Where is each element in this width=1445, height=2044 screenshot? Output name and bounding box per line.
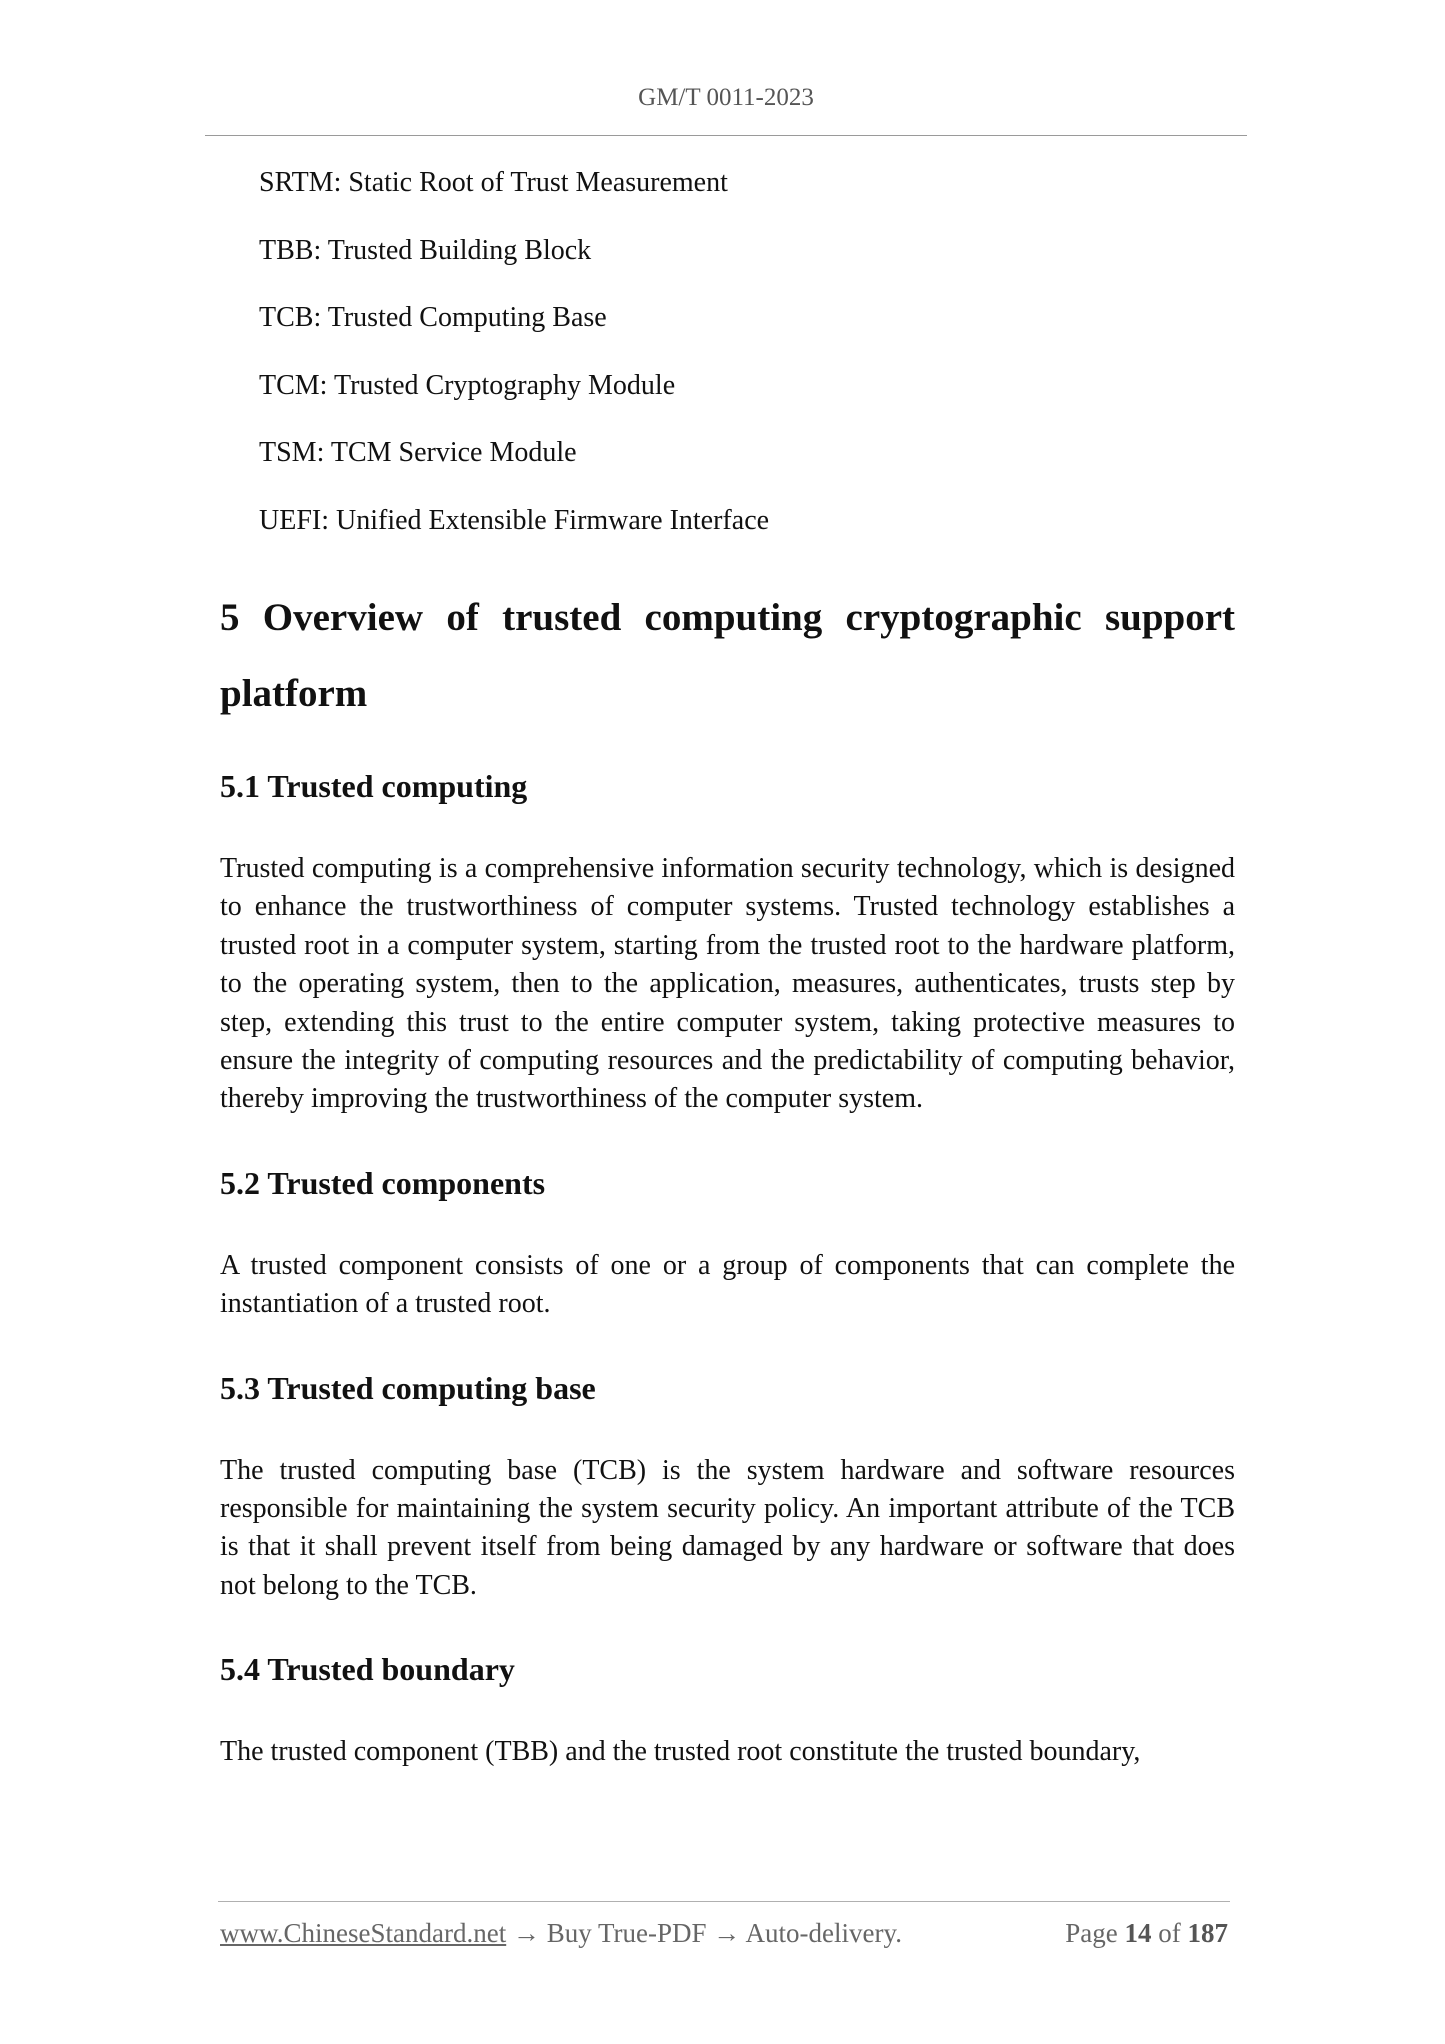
of-label: of [1158, 1918, 1181, 1948]
buy-true-pdf-text: Buy True-PDF [546, 1918, 707, 1948]
section-5-3-paragraph: The trusted computing base (TCB) is the system hardware and software resources responsible for maintaining the system security policy. An important attribute of the TCB is that it shall prevent itself from being damaged by any hardware or software that does not belong to the TCB. [220, 1454, 1235, 1601]
abbreviation-uefi: UEFI: Unified Extensible Firmware Interface [259, 504, 770, 536]
abbreviation-list [259, 166, 769, 572]
total-pages: 187 [1187, 1918, 1228, 1948]
section-5-4-paragraph: The trusted component (TBB) and the trusted root constitute the trusted boundary, [220, 1736, 1141, 1768]
main-content [220, 580, 1235, 1772]
abbreviation-tbb: TBB: Trusted Building Block [259, 234, 592, 266]
section-5-2-heading: 5.2 Trusted components [220, 1164, 546, 1201]
abbreviation-tcb: TCB: Trusted Computing Base [259, 302, 607, 334]
auto-delivery-text: Auto-delivery. [745, 1918, 902, 1948]
current-page: 14 [1124, 1918, 1152, 1948]
abbreviation-tsm: TSM: TCM Service Module [259, 437, 577, 469]
footer-divider [218, 1901, 1230, 1902]
section-5-1-paragraph: Trusted computing is a comprehensive information security technology, which is designed to enhance the trustworthiness of computer systems. Trusted technology establishes a trusted root in a computer system, starting from the trusted root to the hardware platform, to the operating system, then to the application, measures, authenticates, trusts step by step, extending this trust to the entire computer system, taking protective measures to ensure the integrity of computing resources and the predictability of computing behavior, thereby improving the trustworthiness of the computer system. [220, 853, 1235, 1115]
running-header: GM/T 0011-2023 [638, 84, 814, 111]
page-number [1065, 1918, 1228, 1949]
page-footer [220, 1918, 1232, 1949]
website-link[interactable]: www.ChineseStandard.net [220, 1918, 507, 1948]
section-5-1-heading: 5.1 Trusted computing [220, 768, 528, 804]
section-5-4-heading: 5.4 Trusted boundary [220, 1651, 515, 1688]
page-label: Page [1065, 1918, 1118, 1948]
arrow-right-icon: → [512, 1918, 540, 1948]
abbreviation-srtm: SRTM: Static Root of Trust Measurement [259, 167, 728, 198]
abbreviation-tcm: TCM: Trusted Cryptography Module [259, 369, 676, 401]
arrow-right-icon: → [713, 1918, 741, 1948]
section-5-heading: 5 Overview of trusted computing cryptographic support platform [220, 596, 1235, 715]
section-5-2-paragraph: A trusted component consists of one or a group of components that can complete the instantiation of a trusted root. [220, 1249, 1235, 1320]
section-5-3-heading: 5.3 Trusted computing base [220, 1369, 596, 1406]
header-divider [205, 135, 1247, 136]
